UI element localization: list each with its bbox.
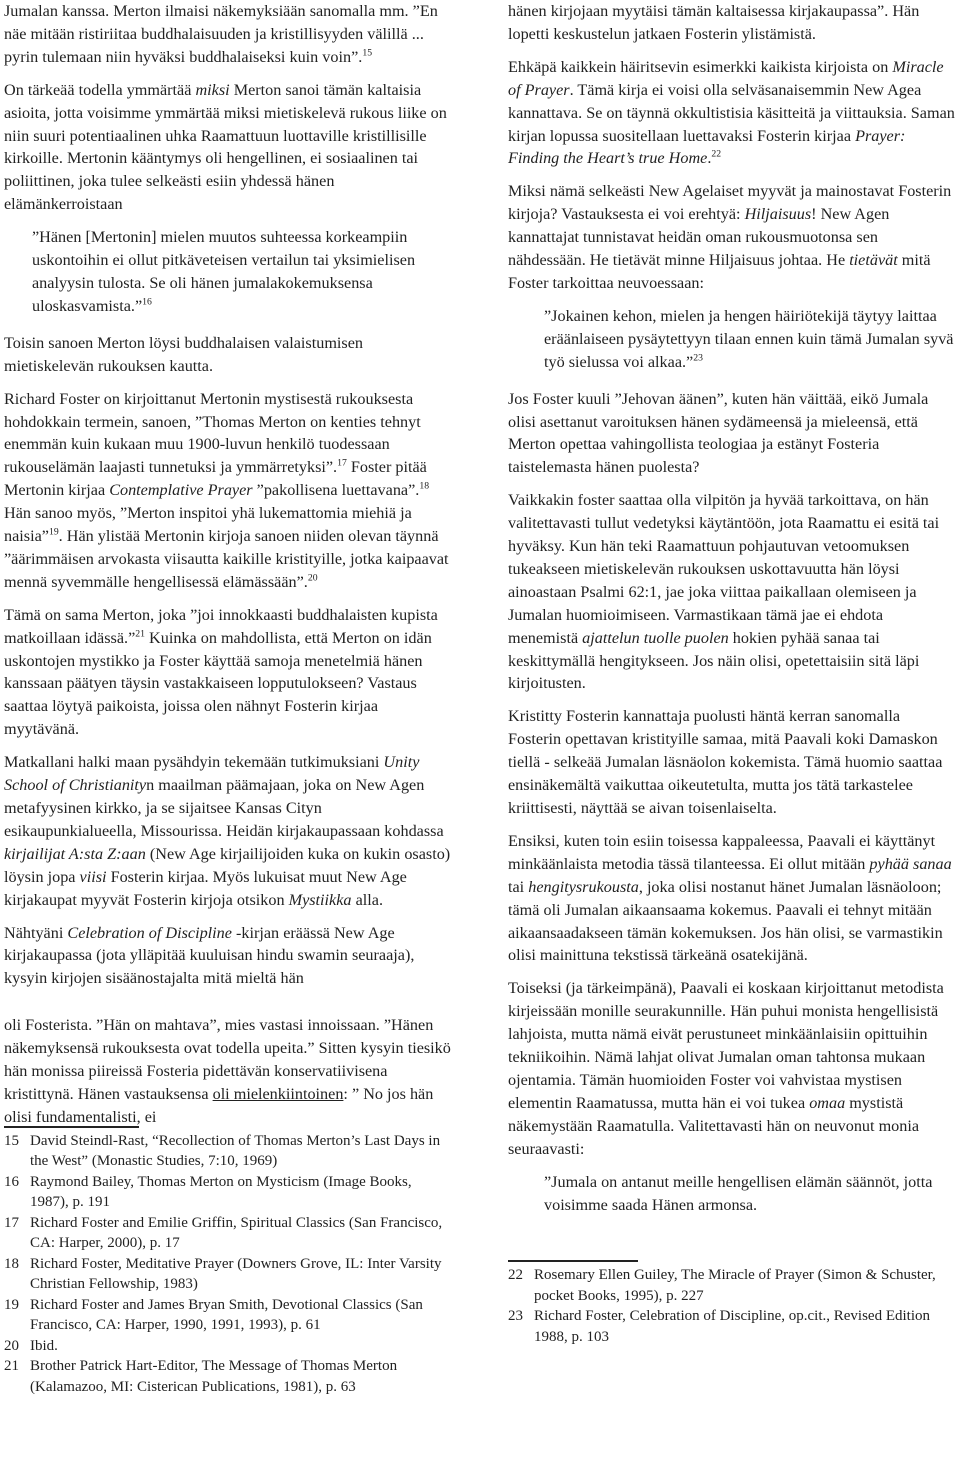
paragraph-kristitty: Kristitty Fosterin kannattaja puolusti häntä kerran sanomalla Fosterin opettavan kristityille samaa, mitä Paavali koki Damaskon tiellä - selkeää Jumalan läsnäolon kokemista. Tämä huomio saattaa ensinäkemältä vaikuttaa oikeutetulta, mutta jos tätä tarkastelee kriittisesti, näyttää se aivan toisenlaiselta. [508, 707, 943, 817]
right-body [508, 0, 956, 1216]
footnote-ref: 22 [711, 149, 722, 161]
paragraph-jos: Jos Foster kuuli ”Jehovan äänen”, kuten hän väittää, eikö Jumala olisi asettanut varoituksen hänen sydämeensä ja mieleensä, että Merton opettaa vahingollista teologiaa ja estänyt Fosteria taistelemasta hänen puolesta? [508, 389, 929, 477]
paragraph-continued: hänen kirjojaan myytäisi tämän kaltaisessa kirjakaupassa”. Hän lopetti keskustelun jatkaen Fosterin ylistämistä. [508, 2, 920, 43]
blockquote-merton: ”Hänen [Mertonin] mielen muutos suhteessa korkeampiin uskontoihin ei ollut pitkäveteisen vertailun tai yksimielisen analyysin tulosta. Se oli hänen jumalakokemuksensa uloskasvamista.”$^{16}$ [32, 228, 416, 315]
footnote-ref: 21 [135, 628, 145, 640]
footnote-item: 22 Rosemary Ellen Guiley, The Miracle of Prayer (Simon & Schuster, pocket Books, 1995), p. 227 [508, 1267, 936, 1304]
paragraph-sama: Tämä on sama Merton, joka ”joi innokkaasti buddhalaisten kupista matkoillaan idässä.”$^{21}$ Kuinka on mahdollista, että Merton on idän uskontojen mystikko ja Foster käyttää samoja menetelmiä hänen kanssaan päätyen täysin vastakkaiseen lopputulokseen? Vastaus saattaa löytyä paikoista, joissa olen nähnyt Fosterin kirjaa myytävänä. [4, 605, 438, 739]
paragraph-matka: Matkallani halki maan pysähdyin tekemään tutkimuksiani Unity School of Christianityn maailman päämajaan, joka on New Agen metafyysinen kirkko, ja se sijaitsee Kansas Cityn esikaupunkialueella, Missourissa. Heidän kirjakaupassaan kohdassa kirjailijat A:sta Z:aan (New Age kirjailijoiden kuka on kukin osasto) löysin jopa viisi Fosterin kirjaa. Myös lukuisat muut New Age kirjakaupat myyvät Fosterin kirjoja otsikon Mystiikka alla. [4, 753, 451, 909]
paragraph-oli: oli Fosterista. ”Hän on mahtava”, mies vastasi innoissaan. ”Hänen näkemyksensä rukouksesta ovat todella upeita.” Sitten kysyin tiesikö hän monissa piireissä Fosteria pidettävän konservatiivisena kristittynä. Hänen vastauksensa oli mielenkiintoinen: ” No jos hän olisi fundamentalisti, ei [4, 1016, 451, 1126]
footnote-ref: 16 [142, 296, 152, 308]
footnote-ref: 20 [307, 572, 318, 584]
footnote-ref: 19 [48, 526, 59, 538]
paragraph-toisin: Toisin sanoen Merton löysi buddhalaisen valaistumisen mietiskelevän rukouksen kautta. [4, 333, 363, 375]
footnote-item: 21 Brother Patrick Hart-Editor, The Message of Thomas Merton (Kalamazoo, MI: Cisterican Publications, 1981), p. 63 [4, 1358, 398, 1395]
blockquote-foster: ”Jokainen kehon, mielen ja hengen häiriötekijä täytyy laittaa eräänlaiseen pysäytettyyn tilaan ennen kuin tämä Jumalan syvä työ sielussa voi alkaa.”$^{23}$ [544, 306, 954, 371]
paragraph-vaikka: Vaikkakin foster saattaa olla vilpitön ja hyvää tarkoittava, on hän valitettavasti tullut vedetyksi käytäntöön, jota Raamattu ei esitä tai hyväksy. Kun hän teki Raamattuun pohjautuvan vetoomuksen tukeakseen mietiskelevän rukouksen uskottavuutta hän löysi ainoastaan Psalmi 62:1, jae joka viittaa paikallaan olemiseen ja Jumalan huomioimiseen. Varmastikaan tämä jae ei ehdota menemistä ajattelun tuolle puolen hokien pyhää sanaa tai keskittymällä hengitykseen. Jos näin olisi, opetettaisiin sitä läpi kirjoitusten. [508, 491, 940, 693]
footnote-item: 18 Richard Foster, Meditative Prayer (Downers Grove, IL: Inter Varsity Christian Fellowship, 1983) [4, 1255, 442, 1293]
paragraph-miksi: Miksi nämä selkeästi New Agelaiset myyvät ja mainostavat Fosterin kirjoja? Vastauksesta ei voi erehtyä: Hiljaisuus! New Agen kannattajat tunnistavat heidän oman rukousmuotonsa sen nähdessään. He tietävät minne Hiljaisuus johtaa. He tietävät mitä Foster tarkoittaa neuvoessaan: [508, 182, 952, 292]
footnote-ref: 18 [419, 480, 430, 492]
paragraph-intro: Jumalan kanssa. Merton ilmaisi näkemyksiään sanomalla mm. ”En näe mitään ristiriitaa buddhalaisuuden ja kristillisyyden välillä ... pyrin tulemaan niin hyväksi buddhalaiseksi kuin voin”.$^{15}$ [4, 2, 438, 66]
right-column [508, 0, 956, 1347]
footnote-item: 20 Ibid. [4, 1337, 58, 1354]
paragraph-ehkapa: Ehkäpä kaikkein häiritsevin esimerkki kaikista kirjoista on Miracle of Prayer. Tämä kirja ei voisi olla selväsanaisemmin New Agea kannattava. Se on täynnä okkultistisia käsitteitä ja viittauksia. Saman kirjan lopussa suositellaan luettavaksi Fosterin kirjaa Prayer: Finding the Heart’s true Home.$^{22}$ [508, 57, 955, 168]
footnotes-right [508, 1265, 956, 1347]
footnote-item: 15 David Steindl-Rast, “Recollection of Thomas Merton’s Last Days in the West” (Monastic Studies, 7:10, 1969) [4, 1132, 441, 1170]
paragraph-foster: Richard Foster on kirjoittanut Mertonin mystisestä rukouksesta hohdokkain termein, sanoen, ”Thomas Merton on kenties tehnyt enemmän kuin kukaan muu 1900-luvun henkilö tuodessaan rukouselämän laajasti tunnetuksi ja ymmärretyksi”.$^{17}$ Foster pitää Mertonin kirjaa Contemplative Prayer ”pakollisena luettavana”.$^{18}$ Hän sanoo myös, ”Merton inspitoi yhä lukemattomia miehiä ja naisia”$^{19}$. Hän ylistää Mertonin kirjoja sanoen niiden olevan täynnä ”äärimmäisen arvokasta viisautta kaikille kristityille, jotka kaipaavat mennä syvemmälle hengellisessä elämässään”.$^{20}$ [4, 389, 449, 591]
paragraph-ensiksi: Ensiksi, kuten toin esiin toisessa kappaleessa, Paavali ei käyttänyt minkäänlaista metodia tässä tilanteessa. Ei ollut mitään pyhää sanaa tai hengitysrukousta, joka olisi nostanut hänet Jumalan läsnäoloon; tämä oli Jumalan aikaansaama kokemus. Paavali ei tehnyt mitään aikaansaadakseen tämän kokemuksen. Jos hän olisi, se varmastikin olisi mainittuna tekstissä tärkeänä osatekijänä. [508, 831, 952, 965]
left-column [4, 0, 452, 1397]
footnote-item: 23 Richard Foster, Celebration of Discipline, op.cit., Revised Edition 1988, p. 103 [508, 1308, 930, 1345]
footnote-item: 16 Raymond Bailey, Thomas Merton on Mysticism (Image Books, 1987), p. 191 [4, 1173, 412, 1211]
paragraph-toiseksi: Toiseksi (ja tärkeimpänä), Paavali ei koskaan kirjoittanut metodista kirjeissään monille seurakunnille. Hän puhui monista hengellisistä lahjoista, mutta nämä eivät perustuneet minkäänlaisiin opittuihin tekniikoihin. Nämä lahjat olivat Jumalan oman tahtonsa mukaan ojentamia. Tämän huomioiden Foster voi vahvistaa mystisen elementin Raamatussa, mutta hän ei voi tukea omaa mystistä näkemystään Raamatulla. Valitettavasti hän on neuvonut monia seuraavasti: [508, 979, 944, 1158]
left-body [4, 0, 452, 1129]
footnote-item: 19 Richard Foster and James Bryan Smith, Devotional Classics (San Francisco, CA: Harper, 1990, 1991, 1993), p. 61 [4, 1296, 423, 1334]
footnote-divider [508, 1260, 638, 1262]
footnote-ref: 15 [362, 47, 373, 59]
paragraph-why: On tärkeää todella ymmärtää miksi Merton sanoi tämän kaltaisia asioita, jotta voisimme ymmärtää miksi mietiskelevä rukous liike on niin suuri potentiaalinen uhka Raamattuun luottaville kristillisille kirkoille. Mertonin kääntymys oli hengellinen, ei sosiaalinen tai poliittinen, joka tulee selkeästi esiin yhdessä hänen elämänkerroistaan [4, 80, 447, 214]
footnote-ref: 23 [693, 352, 703, 364]
footnote-ref: 17 [337, 457, 347, 469]
footnotes-left [4, 1131, 452, 1398]
blockquote-rules: ”Jumala on antanut meille hengellisen elämän säännöt, jotta voisimme saada Hänen armonsa. [544, 1172, 933, 1214]
footnote-item: 17 Richard Foster and Emilie Griffin, Spiritual Classics (San Francisco, CA: Harper, 2000), p. 17 [4, 1214, 443, 1252]
paragraph-nahtyani: Nähtyäni Celebration of Discipline -kirjan eräässä New Age kirjakaupassa (jota ylläpitää kuuluisan hindu swamin seuraaja), kysyin kirjojen sisäänostajalta mitä mieltä hän [4, 923, 415, 988]
